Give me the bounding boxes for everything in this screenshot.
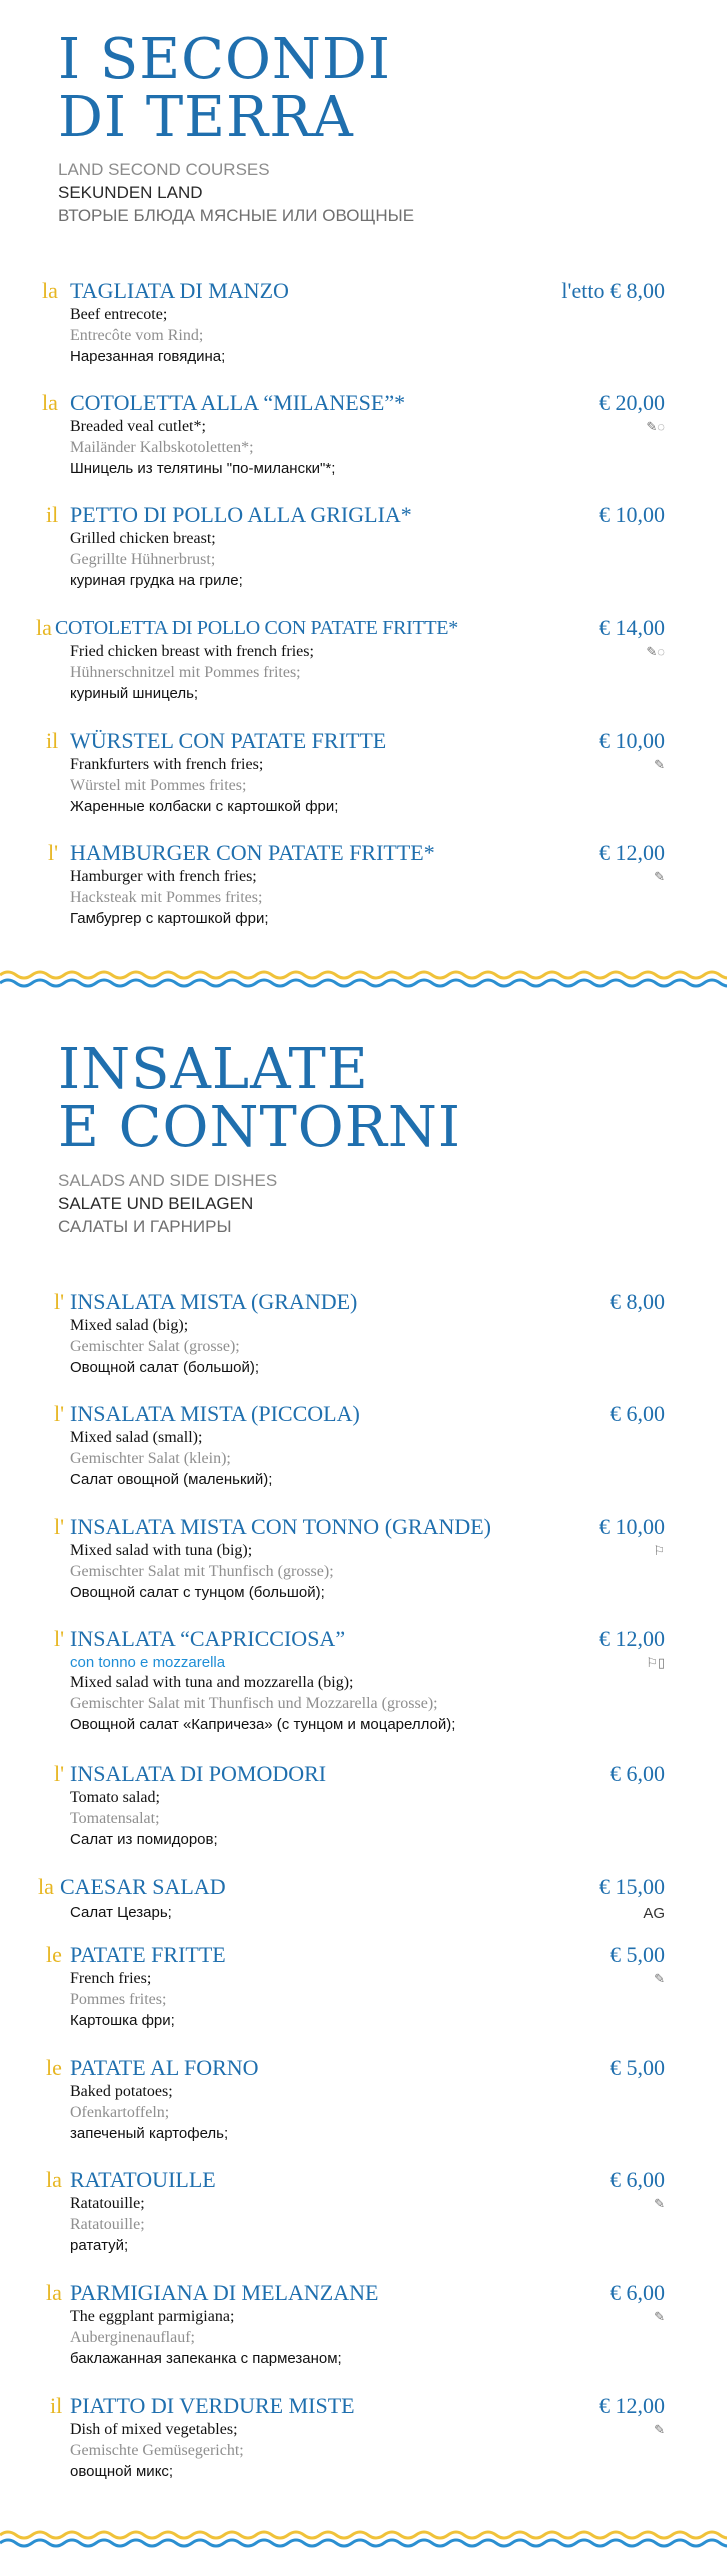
item-article: la	[46, 2167, 62, 2192]
menu-item	[0, 2166, 727, 2262]
item-name: PARMIGIANA DI MELANZANE	[70, 2280, 379, 2305]
item-price: € 12,00	[599, 840, 665, 865]
price-value: € 8,00	[610, 278, 665, 303]
menu-item	[0, 614, 727, 710]
item-name: COTOLETTA ALLA “MILANESE”*	[70, 390, 406, 415]
menu-item	[0, 2279, 727, 2375]
item-desc-ru: овощной микс;	[70, 2463, 174, 2480]
item-desc-ru: Нарезанная говядина;	[70, 348, 226, 365]
menu-item	[0, 839, 727, 935]
item-desc-ru: Гамбургер с картошкой фри;	[70, 910, 269, 927]
item-article: la	[42, 278, 58, 303]
item-price: € 12,00	[599, 2393, 665, 2418]
price-prefix: l'etto	[561, 278, 605, 303]
wave-divider	[0, 968, 727, 990]
menu-item	[0, 1873, 727, 1929]
menu-item	[0, 2392, 727, 2488]
item-desc-en: Mixed salad with tuna and mozzarella (big);	[70, 1674, 354, 1691]
item-name: TAGLIATA DI MANZO	[70, 278, 289, 303]
item-desc-en: Breaded veal cutlet*;	[70, 418, 206, 435]
item-desc-de: Gegrillte Hühnerbrust;	[70, 551, 216, 568]
menu-item	[0, 277, 727, 373]
allergen-icons: ✎	[654, 869, 665, 884]
item-desc-en: The eggplant parmigiana;	[70, 2308, 235, 2325]
item-desc-ru: Овощной салат с тунцом (большой);	[70, 1584, 325, 1601]
item-article: la	[42, 390, 58, 415]
item-name: INSALATA “CAPRICCIOSA”	[70, 1626, 346, 1651]
section-title-line1: INSALATE	[58, 1037, 369, 1102]
item-article: il	[50, 2393, 63, 2418]
menu-item	[0, 1513, 727, 1609]
item-article: l'	[54, 1626, 65, 1651]
section-subtitle-de: SEKUNDEN LAND	[58, 183, 203, 202]
allergen-icons: ✎	[654, 1971, 665, 1986]
menu-item	[0, 1760, 727, 1856]
section-subtitle-ru: САЛАТЫ И ГАРНИРЫ	[58, 1217, 232, 1236]
item-desc-en: French fries;	[70, 1970, 152, 1987]
menu-item	[0, 1941, 727, 2037]
item-article: la	[38, 1874, 54, 1899]
item-desc-en: Baked potatoes;	[70, 2083, 173, 2100]
item-price: € 5,00	[610, 1942, 665, 1967]
item-desc-en: Mixed salad with tuna (big);	[70, 1542, 253, 1559]
item-name: PATATE FRITTE	[70, 1942, 226, 1967]
item-desc-en: Dish of mixed vegetables;	[70, 2421, 238, 2438]
wave-divider	[0, 2528, 727, 2550]
item-article: la	[46, 2280, 62, 2305]
item-article: le	[46, 1942, 62, 1967]
item-article: le	[46, 2055, 62, 2080]
item-price: € 5,00	[610, 2055, 665, 2080]
item-desc-en: Grilled chicken breast;	[70, 530, 216, 547]
allergen-icons: ✎◌	[646, 419, 665, 434]
item-price: € 20,00	[599, 390, 665, 415]
menu-item	[0, 389, 727, 485]
item-desc-en: Mixed salad (big);	[70, 1317, 189, 1334]
allergen-code: AG	[643, 1905, 665, 1922]
section-subtitle-en: SALADS AND SIDE DISHES	[58, 1171, 278, 1190]
allergen-icons: ⚐	[653, 1543, 665, 1558]
item-price: € 6,00	[610, 2167, 665, 2192]
item-price: € 6,00	[610, 1401, 665, 1426]
item-desc-de: Würstel mit Pommes frites;	[70, 777, 247, 794]
menu-item	[0, 1625, 727, 1743]
item-price: € 8,00	[610, 1289, 665, 1314]
item-price: € 10,00	[599, 728, 665, 753]
item-name: COTOLETTA DI POLLO CON PATATE FRITTE*	[55, 617, 458, 639]
allergen-icons: ✎	[654, 757, 665, 772]
allergen-icons: ⚐▯	[646, 1655, 665, 1670]
section-title-line1: I SECONDI	[58, 27, 391, 92]
section-title-line2: E CONTORNI	[58, 1095, 461, 1160]
item-name: INSALATA MISTA (GRANDE)	[70, 1289, 358, 1314]
allergen-icons: ✎	[654, 2422, 665, 2437]
item-desc-ru: запеченый картофель;	[70, 2125, 229, 2142]
item-desc-ru: Салат из помидоров;	[70, 1831, 218, 1848]
item-price	[561, 277, 665, 305]
item-desc-de: Auberginenauflauf;	[70, 2329, 195, 2346]
item-desc-ru: Шницель из телятины "по-милански"*;	[70, 460, 336, 477]
item-desc-ru: Салат овощной (маленький);	[70, 1471, 273, 1488]
allergen-icons: ✎	[654, 2309, 665, 2324]
item-name: INSALATA MISTA (PICCOLA)	[70, 1401, 360, 1426]
item-desc-de: Entrecôte vom Rind;	[70, 327, 204, 344]
item-price: € 6,00	[610, 2280, 665, 2305]
item-desc-de: Ofenkartoffeln;	[70, 2104, 170, 2121]
menu-item	[0, 1400, 727, 1496]
item-note: con tonno e mozzarella	[70, 1654, 226, 1671]
item-desc-ru: Картошка фри;	[70, 2012, 175, 2029]
item-desc-de: Hacksteak mit Pommes frites;	[70, 889, 263, 906]
item-article: l'	[54, 1401, 65, 1426]
item-article: il	[46, 502, 59, 527]
section-subtitle-de: SALATE UND BEILAGEN	[58, 1194, 254, 1213]
item-desc-de: Ratatouille;	[70, 2216, 145, 2233]
menu-item	[0, 2054, 727, 2150]
item-desc-en: Ratatouille;	[70, 2195, 145, 2212]
item-desc-ru: Жаренные колбаски с картошкой фри;	[70, 798, 339, 815]
item-name: PETTO DI POLLO ALLA GRIGLIA*	[70, 502, 412, 527]
section-subtitle-en: LAND SECOND COURSES	[58, 160, 270, 179]
item-desc-de: Gemischter Salat mit Thunfisch (grosse);	[70, 1563, 334, 1580]
item-desc-de: Gemischter Salat mit Thunfisch und Mozzarella (grosse);	[70, 1695, 438, 1712]
item-desc-ru: куриный шницель;	[70, 685, 199, 702]
item-name: CAESAR SALAD	[60, 1874, 226, 1899]
item-price: € 12,00	[599, 1626, 665, 1651]
item-name: RATATOUILLE	[70, 2167, 216, 2192]
allergen-icons: ✎	[654, 2196, 665, 2211]
section-secondi-di-terra	[0, 0, 727, 960]
section-title-line2: DI TERRA	[58, 85, 354, 150]
item-desc-de: Gemischte Gemüsegericht;	[70, 2442, 244, 2459]
item-desc-ru: Овощной салат «Капричеза» (с тунцом и моцареллой);	[70, 1716, 456, 1733]
item-desc-de: Pommes frites;	[70, 1991, 167, 2008]
item-article: l'	[54, 1761, 65, 1786]
item-desc-ru: рататуй;	[70, 2237, 129, 2254]
item-desc-ru: баклажанная запеканка с пармезаном;	[70, 2350, 342, 2367]
item-desc-de: Hühnerschnitzel mit Pommes frites;	[70, 664, 301, 681]
menu-item	[0, 727, 727, 823]
item-name: PATATE AL FORNO	[70, 2055, 259, 2080]
item-price: € 10,00	[599, 502, 665, 527]
menu-item	[0, 501, 727, 597]
item-desc-ru: Салат Цезарь;	[70, 1904, 172, 1921]
section-subtitle-ru: ВТОРЫЕ БЛЮДА МЯСНЫЕ ИЛИ ОВОЩНЫЕ	[58, 206, 415, 225]
item-name: HAMBURGER CON PATATE FRITTE*	[70, 840, 435, 865]
item-desc-en: Tomato salad;	[70, 1789, 160, 1806]
item-article: la	[36, 615, 52, 640]
item-desc-ru: Овощной салат (большой);	[70, 1359, 260, 1376]
item-article: il	[46, 728, 59, 753]
item-article: l'	[48, 840, 59, 865]
item-article: l'	[54, 1289, 65, 1314]
item-price: € 6,00	[610, 1761, 665, 1786]
item-price: € 15,00	[599, 1874, 665, 1899]
item-desc-ru: куриная грудка на гриле;	[70, 572, 243, 589]
menu-item	[0, 1288, 727, 1384]
item-name: WÜRSTEL CON PATATE FRITTE	[70, 728, 387, 753]
item-desc-de: Mailänder Kalbskotoletten*;	[70, 439, 254, 456]
section-insalate-e-contorni	[0, 1000, 727, 2530]
item-article: l'	[54, 1514, 65, 1539]
item-desc-en: Hamburger with french fries;	[70, 868, 257, 885]
allergen-icons: ✎◌	[646, 644, 665, 659]
item-desc-de: Tomatensalat;	[70, 1810, 160, 1827]
item-desc-en: Mixed salad (small);	[70, 1429, 203, 1446]
item-desc-en: Frankfurters with french fries;	[70, 756, 264, 773]
item-desc-de: Gemischter Salat (grosse);	[70, 1338, 240, 1355]
item-price: € 10,00	[599, 1514, 665, 1539]
item-name: INSALATA MISTA CON TONNO (GRANDE)	[70, 1514, 492, 1539]
item-desc-en: Fried chicken breast with french fries;	[70, 643, 314, 660]
item-desc-de: Gemischter Salat (klein);	[70, 1450, 231, 1467]
item-name: PIATTO DI VERDURE MISTE	[70, 2393, 355, 2418]
item-price: € 14,00	[599, 615, 665, 640]
item-desc-en: Beef entrecote;	[70, 306, 168, 323]
item-name: INSALATA DI POMODORI	[70, 1761, 327, 1786]
